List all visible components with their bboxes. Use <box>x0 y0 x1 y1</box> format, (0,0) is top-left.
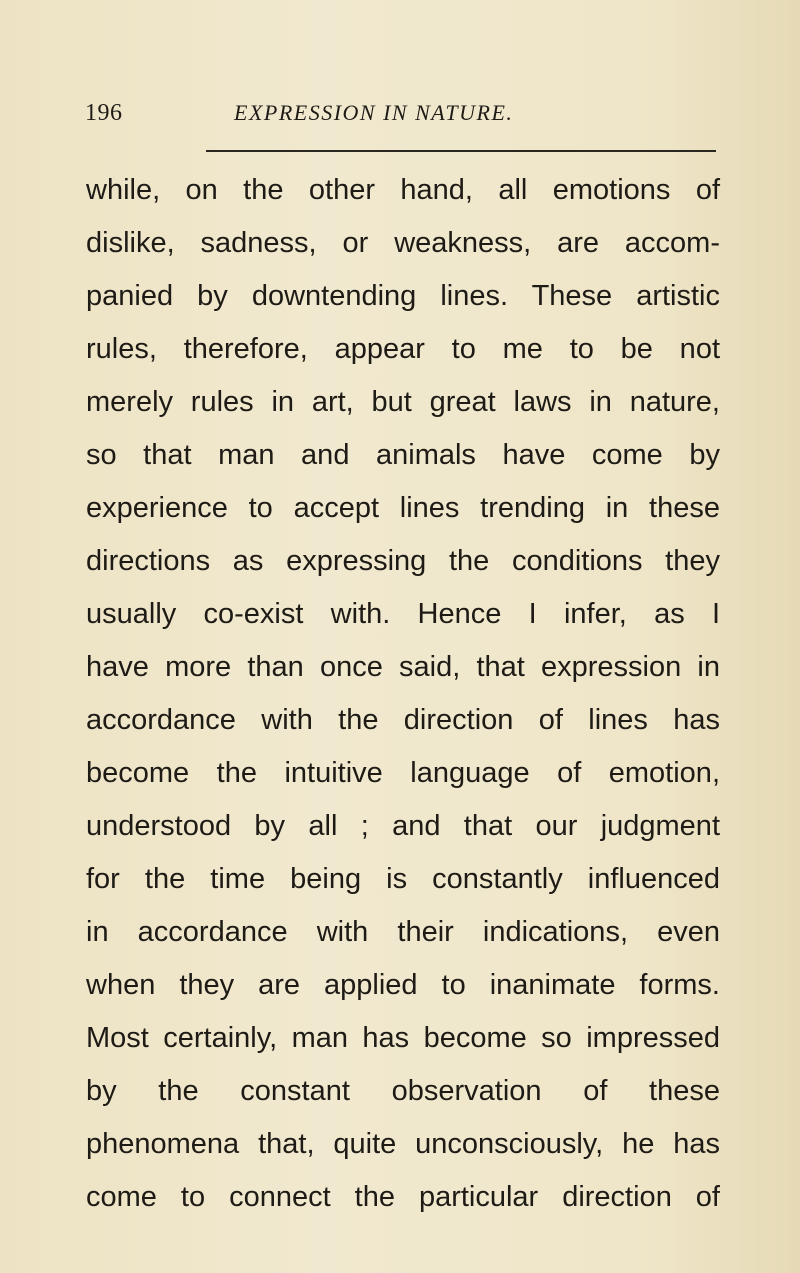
text-line: while, on the other hand, all emotions of <box>86 174 720 206</box>
text-line: by the constant observation of these <box>86 1075 720 1107</box>
header-rule <box>206 150 716 152</box>
text-line: panied by downtending lines. These artistic <box>86 280 720 312</box>
text-line: Most certainly, man has become so impressed <box>86 1022 720 1054</box>
body-text <box>86 164 720 1224</box>
text-line: directions as expressing the conditions they <box>86 545 720 577</box>
text-line: for the time being is constantly influenced <box>86 863 720 895</box>
text-line: dislike, sadness, or weakness, are accom- <box>86 227 720 259</box>
text-line: phenomena that, quite unconsciously, he has <box>86 1128 720 1160</box>
page-number: 196 <box>85 100 123 126</box>
text-line: accordance with the direction of lines has <box>86 704 720 736</box>
text-line: when they are applied to inanimate forms. <box>86 969 720 1001</box>
running-title: EXPRESSION IN NATURE. <box>234 100 514 125</box>
text-line: usually co-exist with. Hence I infer, as I <box>86 598 720 630</box>
text-line: merely rules in art, but great laws in nature, <box>86 386 720 418</box>
text-line: experience to accept lines trending in these <box>86 492 720 524</box>
text-line: have more than once said, that expression in <box>86 651 720 683</box>
text-line: come to connect the particular direction of <box>86 1181 720 1213</box>
text-line: become the intuitive language of emotion, <box>86 757 720 789</box>
text-line: in accordance with their indications, even <box>86 916 720 948</box>
text-line: so that man and animals have come by <box>86 439 720 471</box>
text-line: rules, therefore, appear to me to be not <box>86 333 720 365</box>
text-line: understood by all ; and that our judgment <box>86 810 720 842</box>
